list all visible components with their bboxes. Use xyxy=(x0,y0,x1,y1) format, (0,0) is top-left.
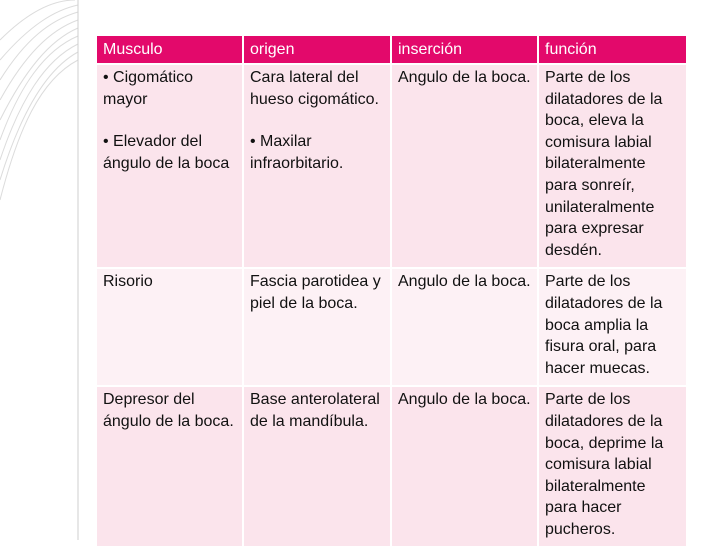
cell-origen: Base anterolateral de la mandíbula. xyxy=(243,386,391,546)
muscle-name: • Elevador del ángulo de la boca xyxy=(103,133,230,172)
cell-funcion: Parte de los dilatadores de la boca, eleva la comisura labial bilateralmente para sonreír, unilateralmente para expresar desdén. xyxy=(538,64,687,268)
muscle-table xyxy=(97,36,688,546)
corner-decoration xyxy=(0,0,80,540)
table-row xyxy=(97,268,687,386)
table-row xyxy=(97,64,687,268)
header-funcion: función xyxy=(538,36,687,64)
muscle-name: • Cigomático mayor xyxy=(103,69,194,108)
cell-musculo: Risorio xyxy=(97,268,243,386)
cell-insercion: Angulo de la boca. xyxy=(391,268,538,386)
cell-funcion: Parte de los dilatadores de la boca, deprime la comisura labial bilateralmente para hacer pucheros. xyxy=(538,386,687,546)
origin-text: • Maxilar infraorbitario. xyxy=(250,133,344,172)
header-origen: origen xyxy=(243,36,391,64)
header-insercion: inserción xyxy=(391,36,538,64)
cell-musculo xyxy=(97,64,243,268)
cell-funcion: Parte de los dilatadores de la boca amplia la fisura oral, para hacer muecas. xyxy=(538,268,687,386)
cell-origen xyxy=(243,64,391,268)
cell-musculo: Depresor del ángulo de la boca. xyxy=(97,386,243,546)
header-musculo: Musculo xyxy=(97,36,243,64)
table-row xyxy=(97,386,687,546)
cell-insercion: Angulo de la boca. xyxy=(391,64,538,268)
origin-text: Cara lateral del hueso cigomático. xyxy=(250,69,379,108)
decorative-lines xyxy=(0,0,80,540)
cell-insercion: Angulo de la boca. xyxy=(391,386,538,546)
cell-origen: Fascia parotidea y piel de la boca. xyxy=(243,268,391,386)
table-header-row xyxy=(97,36,687,64)
